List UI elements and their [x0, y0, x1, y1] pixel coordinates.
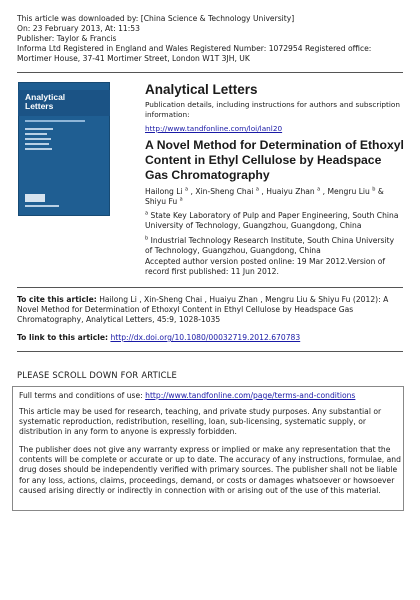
citation-top-divider	[17, 287, 403, 288]
article-doi-link[interactable]: http://dx.doi.org/10.1080/00032719.2012.670783	[110, 333, 301, 342]
cover-text-line	[25, 148, 52, 150]
affiliation-mark: b	[145, 235, 149, 242]
terms-link[interactable]: http://www.tandfonline.com/page/terms-and-conditions	[145, 391, 356, 400]
cite-text: Hailong Li , Xin-Sheng Chai , Huaiyu Zhan , Mengru Liu & Shiyu Fu (2012): A Novel Method for Determination of Ethoxyl Content in Ethyl Cellulose by Headspace Gas Chromatography, Analytical Letters, 45:9, 1028-1035	[17, 295, 389, 324]
link-label: To link to this article:	[17, 333, 109, 342]
terms-line	[19, 391, 401, 401]
author-list	[145, 187, 403, 207]
affiliation-text: Industrial Technology Research Institute, South China University of Technology, Guangzhou, Guangdong, China	[145, 236, 395, 255]
author-affiliation-mark: a	[255, 186, 259, 193]
terms-prefix: Full terms and conditions of use:	[19, 391, 143, 400]
author-affiliation-mark: a	[317, 186, 321, 193]
cover-title-line1: Analytical	[25, 92, 66, 102]
affiliation-b	[145, 236, 403, 256]
cover-text-line	[25, 143, 49, 145]
top-divider	[17, 72, 403, 73]
affiliation-mark: a	[145, 210, 149, 217]
cite-label: To cite this article:	[17, 295, 97, 304]
author-name: Xin-Sheng Chai	[195, 187, 254, 196]
cover-title-line2: Letters	[25, 101, 54, 111]
journal-title: Analytical Letters	[145, 82, 258, 97]
scroll-notice: PLEASE SCROLL DOWN FOR ARTICLE	[17, 370, 178, 380]
article-title: A Novel Method for Determination of Ethoxyl Content in Ethyl Cellulose by Headspace Gas Chromatography	[145, 138, 404, 182]
author-separator: &	[377, 187, 384, 196]
cover-title	[25, 93, 65, 111]
usage-paragraph: This article may be used for research, teaching, and private study purposes. Any substantial or systematic reproduction, redistribution, reselling, loan, sub-licensing, systematic supply, or distribution in any form to anyone is expressly forbidden.	[19, 407, 382, 437]
cover-text-line	[25, 138, 51, 140]
citation-bottom-divider	[17, 351, 403, 352]
author-affiliation-mark: a	[179, 196, 183, 203]
journal-cover-image	[18, 82, 110, 216]
author-affiliation-mark: b	[372, 186, 376, 193]
author-affiliation-mark: a	[185, 186, 189, 193]
author-separator: ,	[190, 187, 196, 196]
download-date-line: On: 23 February 2013, At: 11:53	[17, 24, 140, 33]
author-separator: ,	[261, 187, 267, 196]
cover-subtitle-bar	[25, 120, 85, 122]
disclaimer-paragraph: The publisher does not give any warranty express or implied or make any representation that the contents will be complete or accurate or up to date. The accuracy of any instructions, formulae, and drug doses should be independently verified with primary sources. The publisher shall not be liable for any loss, actions, claims, proceedings, demand, or costs or damages whatsoever or howsoever caused arising directly or indirectly in connection with or arising out of the use of this material.	[19, 445, 401, 495]
affiliation-text: State Key Laboratory of Pulp and Paper Engineering, South China University of Technology, Guangzhou, Guangdong, China	[145, 211, 399, 230]
download-header	[17, 14, 405, 64]
download-line: This article was downloaded by: [China Science & Technology University]	[17, 14, 295, 23]
journal-info: Publication details, including instructions for authors and subscription information:	[145, 100, 400, 119]
publication-dates: Accepted author version posted online: 19 Mar 2012.Version of record first published: 11 Jun 2012.	[145, 257, 386, 276]
author-name: Hailong Li	[145, 187, 183, 196]
author-name: Shiyu Fu	[145, 197, 178, 206]
citation-block	[17, 295, 403, 325]
cover-text-line	[25, 128, 53, 130]
author-separator: ,	[322, 187, 328, 196]
registration-line: Informa Ltd Registered in England and Wales Registered Number: 1072954 Registered office: Mortimer House, 37-41 Mortimer Street, London W1T 3JH, UK	[17, 44, 372, 63]
author-name: Huaiyu Zhan	[266, 187, 315, 196]
author-name: Mengru Liu	[327, 187, 370, 196]
cover-text-line	[25, 133, 47, 135]
affiliation-a	[145, 211, 403, 231]
cover-footer-line	[25, 205, 59, 207]
publisher-line: Publisher: Taylor & Francis	[17, 34, 117, 43]
journal-link[interactable]: http://www.tandfonline.com/loi/lanl20	[145, 124, 283, 133]
article-link-block	[17, 333, 403, 343]
cover-publisher-mark	[25, 194, 45, 202]
